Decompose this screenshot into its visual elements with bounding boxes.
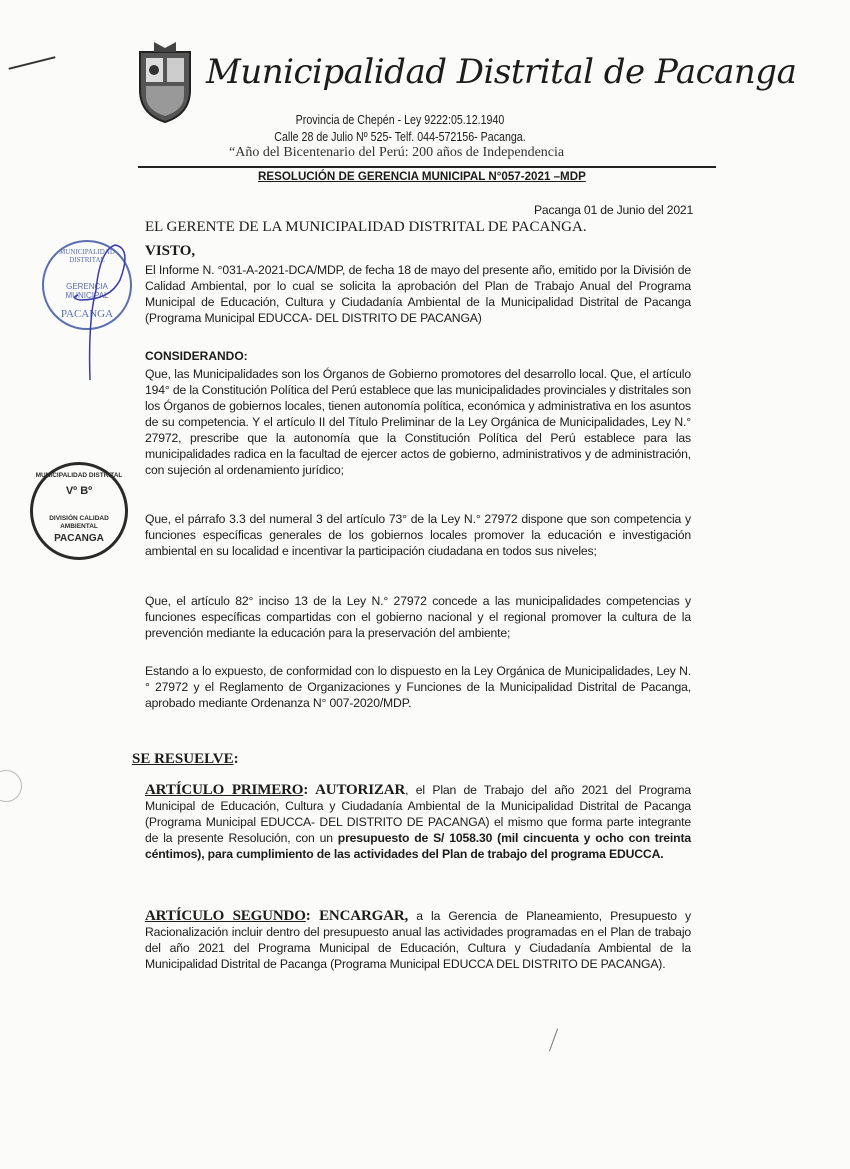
stamp-bottom-text: PACANGA — [54, 533, 104, 544]
province-line: Provincia de Chepén - Ley 9222:05.12.1940 — [295, 112, 505, 127]
header-divider — [138, 166, 716, 168]
article-colon: : — [303, 782, 309, 798]
address-line: Calle 28 de Julio Nº 525- Telf. 044-572156- Pacanga. — [274, 129, 526, 144]
stamp-vobo-text: Vº Bº — [65, 485, 93, 497]
considerando-paragraph-3: Que, el artículo 82° inciso 13 de la Ley N.° 27972 concede a las municipalidades competencias y funciones específicas compartidas con el gobierno nacional y el regional promover la cultura de la prevención mediante la educación para la preservación del ambiente; — [145, 594, 691, 640]
year-motto: “Año del Bicentenario del Perú: 200 años de Independencia — [229, 145, 565, 160]
institution-name: Municipalidad Distrital de Pacanga — [206, 52, 797, 92]
visto-heading: VISTO, — [145, 243, 196, 259]
division-calidad-ambiental-stamp — [30, 462, 128, 560]
visto-paragraph: El Informe N. °031-A-2021-DCA/MDP, de fecha 18 de mayo del presente año, emitido por la División de Calidad Ambiental, por lo cual se solicita la aprobación del Plan de Trabajo Anual del Programa Municipal de Educación, Cultura y Ciudadanía Ambiental de la Municipalidad Distrital de Pacanga (Programa Municipal EDUCCA- DEL DISTRITO DE PACANGA) — [145, 263, 691, 325]
se-resuelve-heading — [132, 751, 239, 768]
article-text: , el Plan de Trabajo del año 2021 del Programa Municipal de Educación, Cultura y Ciudadanía Ambiental de la Municipalidad Distrital de Pacanga (Programa Municipal EDUCCA- DEL DISTRITO DE PACANGA) el mismo que forma parte integrante de la presente Resolución, con un — [145, 783, 691, 845]
date-place: Pacanga 01 de Junio del 2021 — [534, 203, 694, 217]
article-primero — [145, 782, 691, 862]
article-verb: AUTORIZAR — [308, 782, 406, 798]
punch-hole — [0, 770, 22, 802]
se-resuelve-label: SE RESUELVE — [132, 751, 234, 767]
considerando-paragraph-4: Estando a lo expuesto, de conformidad con lo dispuesto en la Ley Orgánica de Municipalidades, Ley N.° 27972 y el Reglamento de Organizaciones y Funciones de la Municipalidad Distrital de Pacanga, aprobado mediante Ordenanza N° 007-2020/MDP. — [145, 664, 691, 710]
considerando-paragraph-1: Que, las Municipalidades son los Órganos de Gobierno promotores del desarrollo local. Que, el artículo 194° de la Constitución Política del Perú establece que las municipalidades provinciales y distritales son los Órganos de gobiernos locales, tienen autonomía política, económica y administrativa en los asuntos de su competencia. Y el artículo II del Título Preliminar de la Ley Orgánica de Municipalidades, Ley N.° 27972, prescribe que la autonomía que la Constitución Política del Perú establece para las municipalidades radica en la facultad de ejercer actos de gobierno, administrativos y de administración, con sujeción al ordenamiento jurídico; — [145, 367, 691, 477]
article-verb: ENCARGAR, — [310, 908, 409, 924]
resolution-title: RESOLUCIÓN DE GERENCIA MUNICIPAL N°057-2021 –MDP — [258, 170, 586, 183]
article-text: a la Gerencia de Planeamiento, Presupuesto y Racionalización incluir dentro del presupuesto anual las actividades programadas en el Plan de trabajo del año 2021 del Programa Municipal de Educación, Cultura y Ciudadanía Ambiental de la Municipalidad Distrital de Pacanga (Programa Municipal EDUCCA DEL DISTRITO DE PACANGA). — [145, 909, 691, 971]
stamp-middle-text: DIVISIÓN CALIDAD AMBIENTAL — [49, 515, 109, 530]
stamp-top-text: MUNICIPALIDAD DISTRITAL — [59, 248, 115, 264]
issuer-heading: EL GERENTE DE LA MUNICIPALIDAD DISTRITAL DE PACANGA. — [145, 219, 587, 235]
stamp-top-text: MUNICIPALIDAD DISTRITAL — [35, 472, 123, 479]
considerando-paragraph-2: Que, el párrafo 3.3 del numeral 3 del artículo 73° de la Ley N.° 27972 dispone que son competencia y funciones específicas generales de los gobiernos locales promover la educación e investigación ambiental en su localidad e incentivar la participación ciudadana en todos sus niveles; — [145, 512, 691, 558]
article-label: ARTÍCULO SEGUNDO — [145, 908, 306, 924]
article-colon: : — [305, 908, 311, 924]
article-segundo — [145, 908, 691, 972]
pen-stroke — [549, 1029, 558, 1052]
considerando-heading: CONSIDERANDO: — [145, 349, 248, 363]
margin-pen-mark — [8, 56, 55, 70]
coat-of-arms-logo — [132, 38, 198, 124]
article-budget-text: presupuesto de S/ 1058.30 (mil cincuenta y ocho con treinta céntimos), para cumplimiento de las actividades del Plan de trabajo del programa EDUCCA. — [145, 831, 691, 861]
stamp-bottom-text: PACANGA — [60, 308, 114, 320]
stamp-middle-text: GERENCIA MUNICIPAL — [65, 282, 109, 300]
se-resuelve-colon: : — [233, 751, 239, 767]
signature — [60, 230, 140, 390]
article-label: ARTÍCULO PRIMERO — [145, 782, 304, 798]
